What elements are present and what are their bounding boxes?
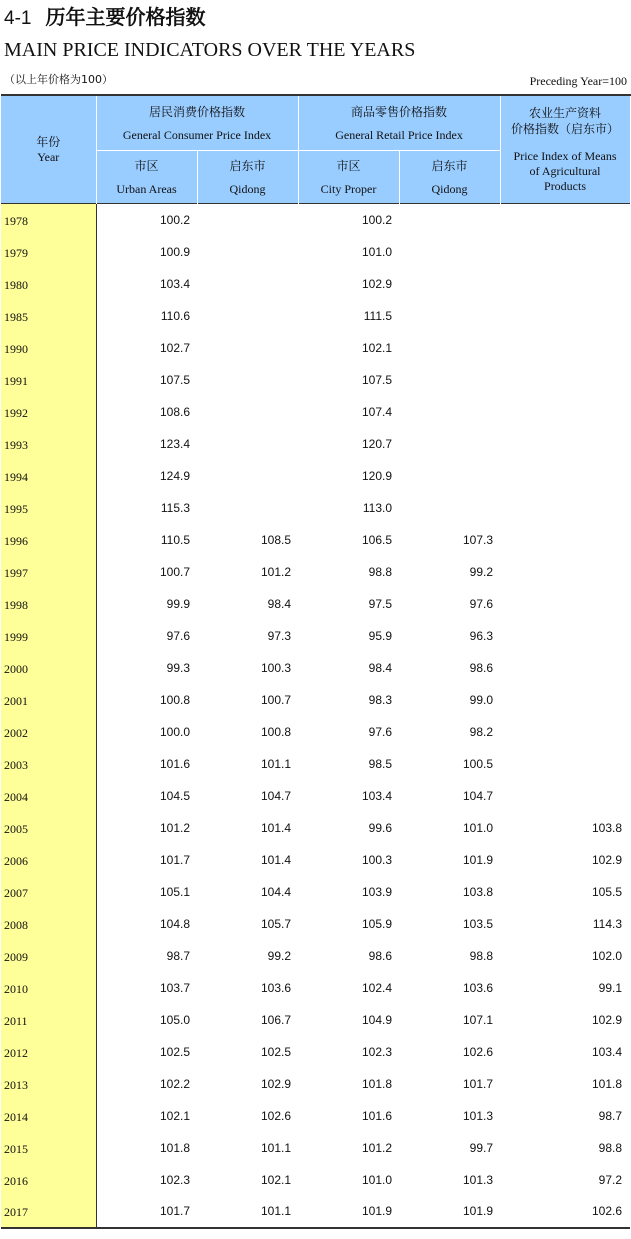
cell-year: 1994: [1, 460, 96, 492]
table-row: [1, 364, 630, 396]
cell-agri-index: [500, 268, 630, 300]
cell-agri-index: [500, 332, 630, 364]
cell-cpi-qidong: 108.5: [260, 532, 292, 547]
cell-cpi-qidong: [197, 332, 298, 364]
cell-year: 2013: [1, 1068, 96, 1100]
cell-agri-index: [500, 652, 630, 684]
cell-year: 1997: [1, 556, 96, 588]
cell-agri-index: 102.9: [591, 852, 623, 867]
cell-rpi-qidong: 101.3: [462, 1108, 494, 1123]
cell-year: 1996: [1, 524, 96, 556]
table-row: [1, 716, 630, 748]
cell-agri-index: [500, 748, 630, 780]
table-row: [1, 236, 630, 268]
cell-rpi-qidong: [399, 332, 500, 364]
cell-rpi-city: 107.4: [361, 404, 393, 419]
cell-agri-index: [500, 684, 630, 716]
cell-cpi-urban: 102.5: [159, 1044, 190, 1059]
cell-agri-index: [500, 620, 630, 652]
cell-year: 1991: [1, 364, 96, 396]
sub-header-city-proper: [298, 151, 399, 204]
cell-cpi-qidong: 101.4: [260, 820, 292, 835]
table-row: [1, 748, 630, 780]
cell-rpi-qidong: 101.9: [462, 852, 494, 867]
cell-rpi-city: 98.3: [368, 692, 393, 707]
cell-cpi-qidong: 102.9: [260, 1076, 292, 1091]
table-row: [1, 940, 630, 972]
cell-cpi-qidong: 98.4: [267, 596, 292, 611]
cell-year: 1978: [1, 204, 96, 236]
cell-rpi-qidong: 107.3: [462, 532, 494, 547]
cell-cpi-qidong: 101.1: [260, 1140, 292, 1155]
cell-rpi-qidong: [399, 492, 500, 524]
table-row: [1, 620, 630, 652]
cell-agri-index: 103.4: [591, 1044, 623, 1059]
table-row: [1, 780, 630, 812]
cell-cpi-urban: 101.8: [159, 1140, 190, 1155]
cell-rpi-qidong: [399, 428, 500, 460]
cell-agri-index: [500, 460, 630, 492]
cell-cpi-urban: 110.6: [160, 308, 190, 323]
cell-cpi-qidong: [197, 396, 298, 428]
cell-agri-index: [500, 780, 630, 812]
year-header-cn: 年份: [36, 135, 61, 149]
cell-rpi-qidong: [399, 364, 500, 396]
cell-rpi-qidong: 98.8: [469, 948, 494, 963]
cell-agri-index: 102.6: [500, 1196, 630, 1228]
agri-header-cn-2: 价格指数（启东市）: [511, 122, 620, 136]
table-row: [1, 684, 630, 716]
retail-index-header: [298, 95, 500, 151]
cell-agri-index: [500, 364, 630, 396]
table-row: [1, 652, 630, 684]
table-row: [1, 428, 630, 460]
cell-year: 2002: [1, 716, 96, 748]
cell-agri-index: 102.9: [591, 1012, 623, 1027]
cell-rpi-city: 120.9: [361, 468, 393, 483]
year-header-en: Year: [37, 150, 60, 164]
cell-year: 1993: [1, 428, 96, 460]
table-row: [1, 460, 630, 492]
cell-cpi-urban: 105.1: [159, 884, 190, 899]
cell-rpi-city: 97.5: [368, 596, 393, 611]
cell-rpi-city: 120.7: [361, 436, 393, 451]
cell-cpi-urban: 115.3: [160, 500, 190, 515]
cell-cpi-urban: 103.4: [159, 276, 190, 291]
cell-rpi-city: 103.9: [361, 884, 393, 899]
table-row: [1, 332, 630, 364]
cell-cpi-qidong: 103.6: [260, 980, 292, 995]
cell-rpi-qidong: 100.5: [462, 756, 494, 771]
cell-year: 2008: [1, 908, 96, 940]
cell-year: 2001: [1, 684, 96, 716]
table-row: [1, 300, 630, 332]
cell-cpi-urban: 110.5: [160, 532, 190, 547]
cell-agri-index: 114.3: [592, 916, 623, 931]
cell-cpi-urban: 99.9: [166, 596, 190, 611]
cell-agri-index: 102.0: [591, 948, 623, 963]
cell-year: 2007: [1, 876, 96, 908]
cell-agri-index: [500, 524, 630, 556]
cell-rpi-city: 101.0: [361, 244, 393, 259]
cell-rpi-qidong: [399, 460, 500, 492]
sub-header-cn: 市区: [134, 158, 159, 173]
retail-header-en: General Retail Price Index: [335, 127, 463, 142]
table-header: [1, 95, 630, 204]
cell-rpi-city: 97.6: [368, 724, 393, 739]
cell-cpi-qidong: [197, 460, 298, 492]
cell-cpi-qidong: 100.3: [260, 660, 292, 675]
cell-rpi-city: 100.3: [361, 852, 393, 867]
cell-cpi-qidong: 101.1: [197, 1196, 298, 1228]
cell-year: 2005: [1, 812, 96, 844]
cell-rpi-qidong: [399, 396, 500, 428]
cell-rpi-city: 113.0: [362, 500, 393, 515]
cell-cpi-urban: 101.6: [159, 756, 190, 771]
cell-rpi-city: 111.5: [363, 308, 393, 323]
cell-rpi-qidong: 97.6: [469, 596, 494, 611]
cell-cpi-urban: 100.9: [159, 244, 190, 259]
cell-rpi-qidong: 107.1: [462, 1012, 494, 1027]
consumer-index-header: [96, 95, 298, 151]
unit-note-chinese: （以上年价格为100）: [4, 73, 113, 86]
cell-rpi-city: 101.9: [298, 1196, 399, 1228]
cell-rpi-city: 102.3: [361, 1044, 393, 1059]
agri-header-en-3: Products: [544, 179, 587, 193]
cell-rpi-city: 102.1: [361, 340, 393, 355]
table-row: [1, 524, 630, 556]
cell-agri-index: [500, 300, 630, 332]
year-column-header: [1, 95, 96, 204]
agri-header-cn-1: 农业生产资料: [529, 106, 602, 120]
cell-rpi-city: 98.4: [368, 660, 393, 675]
table-row: [1, 1004, 630, 1036]
agri-index-header: [500, 95, 630, 204]
cell-rpi-qidong: 99.2: [469, 564, 494, 579]
sub-header-cn: 市区: [336, 158, 361, 173]
cell-cpi-urban: 98.7: [166, 948, 190, 963]
cell-cpi-qidong: 101.2: [260, 564, 292, 579]
table-row: [1, 908, 630, 940]
cell-rpi-qidong: 98.6: [469, 660, 494, 675]
cell-agri-index: 98.8: [598, 1140, 623, 1155]
cell-cpi-qidong: 104.4: [260, 884, 292, 899]
cell-rpi-qidong: [399, 268, 500, 300]
sub-header-en: Urban Areas: [116, 181, 177, 196]
cell-cpi-urban: 103.7: [159, 980, 190, 995]
cell-cpi-urban: 123.4: [159, 436, 190, 451]
cell-rpi-qidong: 103.8: [462, 884, 494, 899]
cell-rpi-city: 98.5: [368, 756, 393, 771]
cell-cpi-qidong: [197, 428, 298, 460]
cell-cpi-qidong: [197, 236, 298, 268]
cell-year: 1995: [1, 492, 96, 524]
cell-year: 1985: [1, 300, 96, 332]
cell-agri-index: [500, 204, 630, 236]
price-index-table: [1, 94, 631, 1229]
cell-cpi-urban: 101.2: [159, 820, 190, 835]
cell-rpi-city: 101.8: [361, 1076, 393, 1091]
consumer-header-en: General Consumer Price Index: [122, 127, 272, 142]
cell-cpi-urban: 124.9: [159, 468, 190, 483]
cell-rpi-qidong: 101.7: [462, 1076, 494, 1091]
cell-rpi-city: 100.2: [298, 204, 399, 236]
cell-cpi-urban: 100.0: [159, 724, 190, 739]
cell-rpi-city: 103.4: [361, 788, 393, 803]
cell-rpi-qidong: 96.3: [469, 628, 494, 643]
cell-agri-index: 101.8: [591, 1076, 623, 1091]
cell-year: 2011: [1, 1004, 96, 1036]
cell-rpi-city: 95.9: [368, 628, 393, 643]
cell-cpi-qidong: [197, 300, 298, 332]
cell-cpi-qidong: 104.7: [260, 788, 292, 803]
table-row: [1, 1196, 630, 1228]
table-row: [1, 588, 630, 620]
cell-cpi-qidong: [197, 204, 298, 236]
cell-cpi-qidong: [197, 268, 298, 300]
cell-cpi-urban: 100.2: [96, 204, 197, 236]
cell-rpi-city: 102.4: [361, 980, 393, 995]
table-row: [1, 972, 630, 1004]
cell-rpi-qidong: 101.3: [462, 1172, 494, 1187]
cell-agri-index: [500, 588, 630, 620]
cell-rpi-qidong: [399, 300, 500, 332]
cell-agri-index: 99.1: [598, 980, 623, 995]
cell-rpi-city: 104.9: [361, 1012, 393, 1027]
unit-note-english: Preceding Year=100: [529, 74, 627, 88]
cell-cpi-qidong: 105.7: [260, 916, 292, 931]
sub-header-qidong-cpi: [197, 151, 298, 204]
cell-cpi-urban: 100.7: [159, 564, 190, 579]
sub-header-en: City Proper: [320, 181, 377, 196]
cell-year: 1980: [1, 268, 96, 300]
table-row: [1, 556, 630, 588]
sub-header-cn: 启东市: [229, 158, 266, 173]
cell-rpi-qidong: 99.7: [469, 1140, 494, 1155]
cell-year: 2006: [1, 844, 96, 876]
table-row: [1, 1132, 630, 1164]
cell-year: 2014: [1, 1100, 96, 1132]
cell-rpi-qidong: 104.7: [462, 788, 494, 803]
cell-agri-index: [500, 236, 630, 268]
cell-cpi-qidong: 97.3: [267, 628, 292, 643]
page-title-chinese: [4, 4, 205, 32]
cell-agri-index: [500, 428, 630, 460]
cell-agri-index: 103.8: [591, 820, 623, 835]
table-row: [1, 1036, 630, 1068]
cell-cpi-urban: 102.7: [159, 340, 190, 355]
sub-header-urban-areas: [96, 151, 197, 204]
table-row: [1, 1164, 630, 1196]
cell-cpi-qidong: 100.7: [260, 692, 292, 707]
cell-agri-index: 97.2: [598, 1172, 623, 1187]
cell-rpi-city: 105.9: [361, 916, 393, 931]
cell-rpi-city: 106.5: [361, 532, 393, 547]
page-title-english: MAIN PRICE INDICATORS OVER THE YEARS: [4, 39, 416, 61]
cell-rpi-qidong: 99.0: [469, 692, 494, 707]
cell-rpi-city: 102.9: [361, 276, 393, 291]
cell-rpi-city: 98.8: [368, 564, 393, 579]
cell-cpi-urban: 99.3: [166, 660, 190, 675]
cell-cpi-urban: 97.6: [166, 628, 190, 643]
cell-year: 1998: [1, 588, 96, 620]
sub-header-en: Qidong: [431, 181, 468, 196]
cell-rpi-qidong: 103.5: [462, 916, 494, 931]
cell-cpi-qidong: 102.1: [260, 1172, 292, 1187]
cell-year: 2016: [1, 1164, 96, 1196]
cell-cpi-qidong: 100.8: [260, 724, 292, 739]
cell-rpi-city: 101.2: [361, 1140, 393, 1155]
cell-cpi-urban: 105.0: [159, 1012, 190, 1027]
sub-header-cn: 启东市: [431, 158, 468, 173]
cell-cpi-qidong: [197, 364, 298, 396]
table-row: [1, 1068, 630, 1100]
cell-cpi-urban: 104.5: [159, 788, 190, 803]
cell-cpi-urban: 102.3: [159, 1172, 190, 1187]
cell-year: 2017: [1, 1196, 96, 1228]
cell-agri-index: [500, 396, 630, 428]
cell-rpi-city: 99.6: [368, 820, 393, 835]
cell-cpi-qidong: 101.4: [260, 852, 292, 867]
cell-rpi-city: 107.5: [361, 372, 393, 387]
consumer-header-cn: 居民消费价格指数: [149, 104, 246, 119]
cell-cpi-qidong: [197, 492, 298, 524]
sub-header-qidong-rpi: [399, 151, 500, 204]
cell-year: 1992: [1, 396, 96, 428]
cell-year: 1990: [1, 332, 96, 364]
cell-rpi-city: 98.6: [368, 948, 393, 963]
cell-agri-index: [500, 492, 630, 524]
cell-rpi-city: 101.6: [361, 1108, 393, 1123]
cell-rpi-qidong: 102.6: [462, 1044, 494, 1059]
cell-rpi-qidong: [399, 204, 500, 236]
table-row: [1, 876, 630, 908]
cell-year: 2009: [1, 940, 96, 972]
cell-agri-index: 98.7: [598, 1108, 623, 1123]
table-row: [1, 1100, 630, 1132]
cell-rpi-qidong: 103.6: [462, 980, 494, 995]
cell-cpi-urban: 107.5: [159, 372, 190, 387]
table-title-cn: 历年主要价格指数: [45, 5, 206, 29]
cell-cpi-urban: 102.2: [159, 1076, 190, 1091]
table-row: [1, 268, 630, 300]
cell-year: 2010: [1, 972, 96, 1004]
cell-agri-index: [500, 716, 630, 748]
cell-cpi-urban: 108.6: [159, 404, 190, 419]
cell-year: 2012: [1, 1036, 96, 1068]
cell-agri-index: [500, 556, 630, 588]
retail-header-cn: 商品零售价格指数: [351, 104, 448, 119]
cell-cpi-qidong: 102.6: [260, 1108, 292, 1123]
cell-cpi-urban: 101.7: [96, 1196, 197, 1228]
cell-cpi-urban: 102.1: [159, 1108, 190, 1123]
cell-rpi-qidong: 98.2: [469, 724, 494, 739]
agri-header-en-1: Price Index of Means: [513, 149, 617, 163]
sub-header-en: Qidong: [229, 181, 266, 196]
cell-rpi-city: 101.0: [361, 1172, 393, 1187]
cell-cpi-urban: 100.8: [159, 692, 190, 707]
table-row: [1, 204, 630, 236]
agri-header-en-2: of Agricultural: [529, 164, 601, 178]
cell-cpi-qidong: 102.5: [260, 1044, 292, 1059]
table-row: [1, 812, 630, 844]
cell-cpi-qidong: 106.7: [260, 1012, 292, 1027]
cell-year: 2004: [1, 780, 96, 812]
table-body: [1, 204, 630, 1228]
cell-cpi-qidong: 101.1: [260, 756, 292, 771]
cell-cpi-qidong: 99.2: [267, 948, 292, 963]
cell-agri-index: 105.5: [591, 884, 623, 899]
cell-cpi-urban: 101.7: [159, 852, 190, 867]
cell-rpi-qidong: 101.0: [462, 820, 494, 835]
table-row: [1, 396, 630, 428]
table-number: 4-1: [4, 8, 32, 29]
cell-year: 2015: [1, 1132, 96, 1164]
cell-rpi-qidong: 101.9: [399, 1196, 500, 1228]
cell-cpi-urban: 104.8: [159, 916, 190, 931]
cell-year: 2000: [1, 652, 96, 684]
cell-year: 1979: [1, 236, 96, 268]
cell-year: 1999: [1, 620, 96, 652]
cell-year: 2003: [1, 748, 96, 780]
table-row: [1, 492, 630, 524]
table-row: [1, 844, 630, 876]
cell-rpi-qidong: [399, 236, 500, 268]
